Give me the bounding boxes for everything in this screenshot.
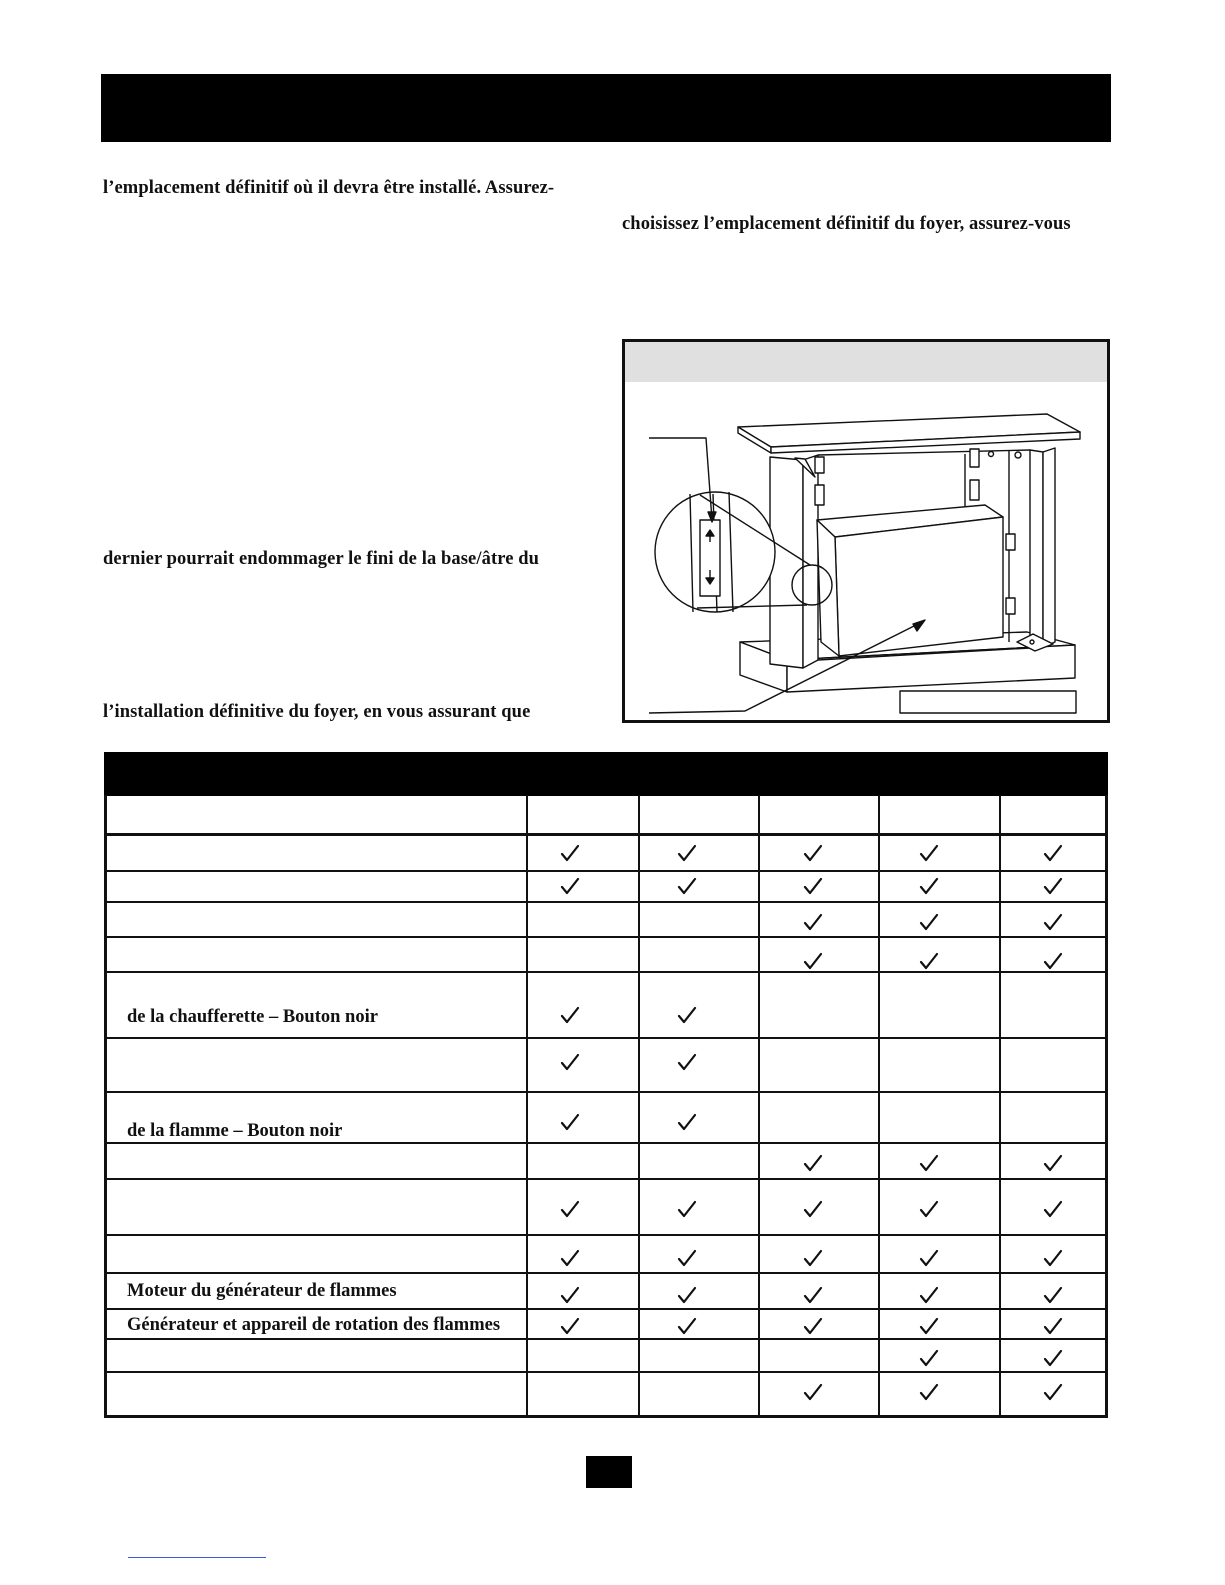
checkmark-icon xyxy=(919,1349,939,1367)
table-row-divider xyxy=(107,901,1105,903)
checkmark-icon xyxy=(677,1200,697,1218)
checkmark-icon xyxy=(803,913,823,931)
table-row-divider xyxy=(107,936,1105,938)
installation-figure xyxy=(622,339,1110,723)
paragraph-line: choisissez l’emplacement définitif du foyer, assurez-vous xyxy=(622,214,1071,234)
table-row-divider xyxy=(107,870,1105,872)
table-row-divider xyxy=(107,1371,1105,1373)
section-header-bar xyxy=(101,74,1111,142)
table-column-divider xyxy=(526,795,528,1415)
fireplace-mantel-illustration xyxy=(625,342,1107,720)
checkmark-icon xyxy=(803,844,823,862)
checkmark-icon xyxy=(1043,1200,1063,1218)
checkmark-icon xyxy=(1043,1349,1063,1367)
table-row-divider xyxy=(107,1338,1105,1340)
checkmark-icon xyxy=(677,1053,697,1071)
table-title-bar xyxy=(104,752,1108,796)
checkmark-icon xyxy=(803,1286,823,1304)
checkmark-icon xyxy=(1043,844,1063,862)
table-column-divider xyxy=(638,795,640,1415)
checkmark-icon xyxy=(919,1383,939,1401)
checkmark-icon xyxy=(919,1249,939,1267)
checkmark-icon xyxy=(803,1383,823,1401)
checkmark-icon xyxy=(919,1317,939,1335)
table-row-label: Moteur du générateur de flammes xyxy=(127,1281,397,1301)
checkmark-icon xyxy=(803,952,823,970)
checkmark-icon xyxy=(919,844,939,862)
table-row-divider xyxy=(107,1091,1105,1093)
checkmark-icon xyxy=(560,1200,580,1218)
footer-link-underline xyxy=(128,1557,266,1558)
checkmark-icon xyxy=(560,1286,580,1304)
checkmark-icon xyxy=(677,844,697,862)
checkmark-icon xyxy=(677,1113,697,1131)
checkmark-icon xyxy=(1043,913,1063,931)
table-row-label: de la flamme – Bouton noir xyxy=(127,1121,343,1141)
checkmark-icon xyxy=(677,1317,697,1335)
checkmark-icon xyxy=(560,1006,580,1024)
table-row-divider xyxy=(107,1142,1105,1144)
parts-model-table xyxy=(104,795,1108,1418)
table-row-divider xyxy=(107,833,1105,836)
checkmark-icon xyxy=(1043,1317,1063,1335)
checkmark-icon xyxy=(560,1113,580,1131)
checkmark-icon xyxy=(919,1286,939,1304)
checkmark-icon xyxy=(1043,877,1063,895)
table-row-divider xyxy=(107,1234,1105,1236)
checkmark-icon xyxy=(560,844,580,862)
paragraph-line: l’installation définitive du foyer, en vous assurant que xyxy=(103,702,531,722)
table-column-divider xyxy=(878,795,880,1415)
checkmark-icon xyxy=(1043,1383,1063,1401)
checkmark-icon xyxy=(803,1200,823,1218)
checkmark-icon xyxy=(803,877,823,895)
checkmark-icon xyxy=(560,1249,580,1267)
page-number-box xyxy=(586,1456,632,1488)
checkmark-icon xyxy=(919,1200,939,1218)
table-row-label: Générateur et appareil de rotation des flammes xyxy=(127,1315,501,1335)
table-row-divider xyxy=(107,1272,1105,1274)
checkmark-icon xyxy=(803,1154,823,1172)
checkmark-icon xyxy=(1043,1249,1063,1267)
table-row-divider xyxy=(107,1037,1105,1039)
paragraph-line: l’emplacement définitif où il devra être installé. Assurez- xyxy=(103,178,555,198)
table-row-divider xyxy=(107,971,1105,973)
checkmark-icon xyxy=(919,952,939,970)
checkmark-icon xyxy=(919,1154,939,1172)
table-row-label: de la chaufferette – Bouton noir xyxy=(127,1007,378,1027)
table-column-divider xyxy=(999,795,1001,1415)
checkmark-icon xyxy=(919,913,939,931)
table-row-divider xyxy=(107,1308,1105,1310)
checkmark-icon xyxy=(1043,1286,1063,1304)
checkmark-icon xyxy=(560,877,580,895)
checkmark-icon xyxy=(919,877,939,895)
checkmark-icon xyxy=(803,1249,823,1267)
checkmark-icon xyxy=(677,877,697,895)
checkmark-icon xyxy=(677,1286,697,1304)
checkmark-icon xyxy=(677,1249,697,1267)
checkmark-icon xyxy=(560,1053,580,1071)
checkmark-icon xyxy=(677,1006,697,1024)
figure-caption xyxy=(903,694,1073,712)
checkmark-icon xyxy=(560,1317,580,1335)
checkmark-icon xyxy=(1043,1154,1063,1172)
checkmark-icon xyxy=(1043,952,1063,970)
table-row-divider xyxy=(107,1178,1105,1180)
checkmark-icon xyxy=(803,1317,823,1335)
paragraph-line: dernier pourrait endommager le fini de la base/âtre du xyxy=(103,549,540,569)
table-column-divider xyxy=(758,795,760,1415)
